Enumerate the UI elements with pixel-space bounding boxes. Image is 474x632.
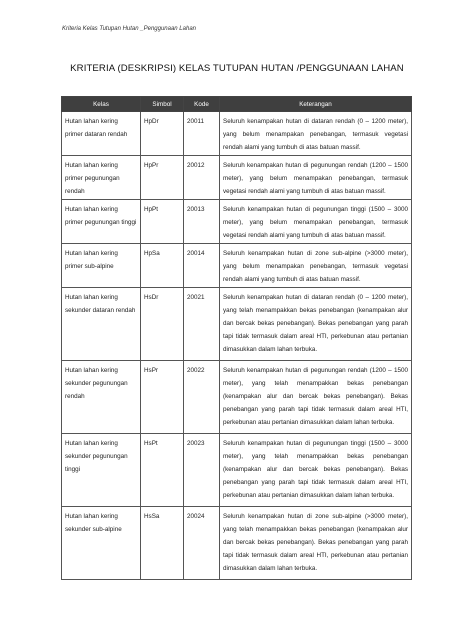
cell-kelas: Hutan lahan kering primer pegunungan tinggi [62, 200, 141, 244]
cell-simbol: HsPr [141, 361, 184, 434]
cell-simbol: HpDr [141, 112, 184, 156]
cell-kelas: Hutan lahan kering sekunder dataran rendah [62, 288, 141, 361]
cell-kode: 20011 [184, 112, 220, 156]
cell-simbol: HpPt [141, 200, 184, 244]
cell-simbol: HsSa [141, 507, 184, 580]
cell-keterangan: Seluruh kenampakan hutan di pegunungan rendah (1200 – 1500 meter), yang telah menampakkan bekas penebangan (kenampakan alur dan bercak bekas penebangan). Bekas penebangan yang parah tapi tidak termasuk dalam areal HTI, perkebunan atau pertanian dimasukkan dalam lahan terbuka. [220, 361, 412, 434]
table-row [62, 288, 412, 361]
cell-kode: 20012 [184, 156, 220, 200]
table-row [62, 361, 412, 434]
cell-kelas: Hutan lahan kering sekunder sub-alpine [62, 507, 141, 580]
column-header-kode: Kode [184, 97, 220, 112]
cell-keterangan: Seluruh kenampakan hutan di zone sub-alpine (>3000 meter), yang telah menampakkan bekas penebangan (kenampakan alur dan bercak bekas penebangan). Bekas penebangan yang parah tapi tidak termasuk dalam areal HTI, perkebunan atau pertanian dimasukkan dalam lahan terbuka. [220, 507, 412, 580]
cell-keterangan: Seluruh kenampakan hutan di dataran rendah (0 – 1200 meter), yang telah menampakkan bekas penebangan (kenampakan alur dan bercak bekas penebangan). Bekas penebangan yang parah tapi tidak termasuk dalam areal HTI, perkebunan atau pertanian dimasukkan dalam lahan terbuka. [220, 288, 412, 361]
cell-kelas: Hutan lahan kering primer sub-alpine [62, 244, 141, 288]
cell-keterangan: Seluruh kenampakan hutan di pegunungan tinggi (1500 – 3000 meter), yang belum menampakan penebangan, termasuk vegetasi rendah alami yang tumbuh di atas batuan massif. [220, 200, 412, 244]
cell-kelas: Hutan lahan kering sekunder pegunungan tinggi [62, 434, 141, 507]
cell-keterangan: Seluruh kenampakan hutan di pegunungan tinggi (1500 – 3000 meter), yang telah menampakkan bekas penebangan (kenampakan alur dan bercak bekas penebangan). Bekas penebangan yang parah tapi tidak termasuk dalam areal HTI, perkebunan atau pertanian dimasukkan dalam lahan terbuka. [220, 434, 412, 507]
column-header-kelas: Kelas [62, 97, 141, 112]
table-row [62, 112, 412, 156]
cell-kode: 20014 [184, 244, 220, 288]
table-header-row [62, 97, 412, 112]
cell-kode: 20022 [184, 361, 220, 434]
cell-simbol: HsDr [141, 288, 184, 361]
table-row [62, 507, 412, 580]
cell-keterangan: Seluruh kenampakan hutan di pegunungan rendah (1200 – 1500 meter), yang belum menampakan penebangan, termasuk vegetasi rendah alami yang tumbuh di atas batuan massif. [220, 156, 412, 200]
cell-kelas: Hutan lahan kering primer pegunungan rendah [62, 156, 141, 200]
cell-kode: 20024 [184, 507, 220, 580]
cell-kode: 20013 [184, 200, 220, 244]
cell-kode: 20021 [184, 288, 220, 361]
table-row [62, 200, 412, 244]
document-title: KRITERIA (DESKRIPSI) KELAS TUTUPAN HUTAN /PENGGUNAAN LAHAN [70, 63, 404, 74]
column-header-keterangan: Keterangan [220, 97, 412, 112]
cell-keterangan: Seluruh kenampakan hutan di zone sub-alpine (>3000 meter), yang belum menampakan penebangan, termasuk vegetasi rendah alami yang tumbuh di atas batuan massif. [220, 244, 412, 288]
cell-kelas: Hutan lahan kering sekunder pegunungan rendah [62, 361, 141, 434]
criteria-table [61, 96, 412, 580]
cell-kode: 20023 [184, 434, 220, 507]
cell-kelas: Hutan lahan kering primer dataran rendah [62, 112, 141, 156]
cell-simbol: HsPt [141, 434, 184, 507]
column-header-simbol: Simbol [141, 97, 184, 112]
cell-keterangan: Seluruh kenampakan hutan di dataran rendah (0 – 1200 meter), yang belum menampakan penebangan, termasuk vegetasi rendah alami yang tumbuh di atas batuan massif. [220, 112, 412, 156]
cell-simbol: HpPr [141, 156, 184, 200]
cell-simbol: HpSa [141, 244, 184, 288]
table-row [62, 434, 412, 507]
running-header: Kriteria Kelas Tutupan Hutan _Penggunaan Lahan [62, 26, 196, 32]
table-row [62, 156, 412, 200]
table-row [62, 244, 412, 288]
